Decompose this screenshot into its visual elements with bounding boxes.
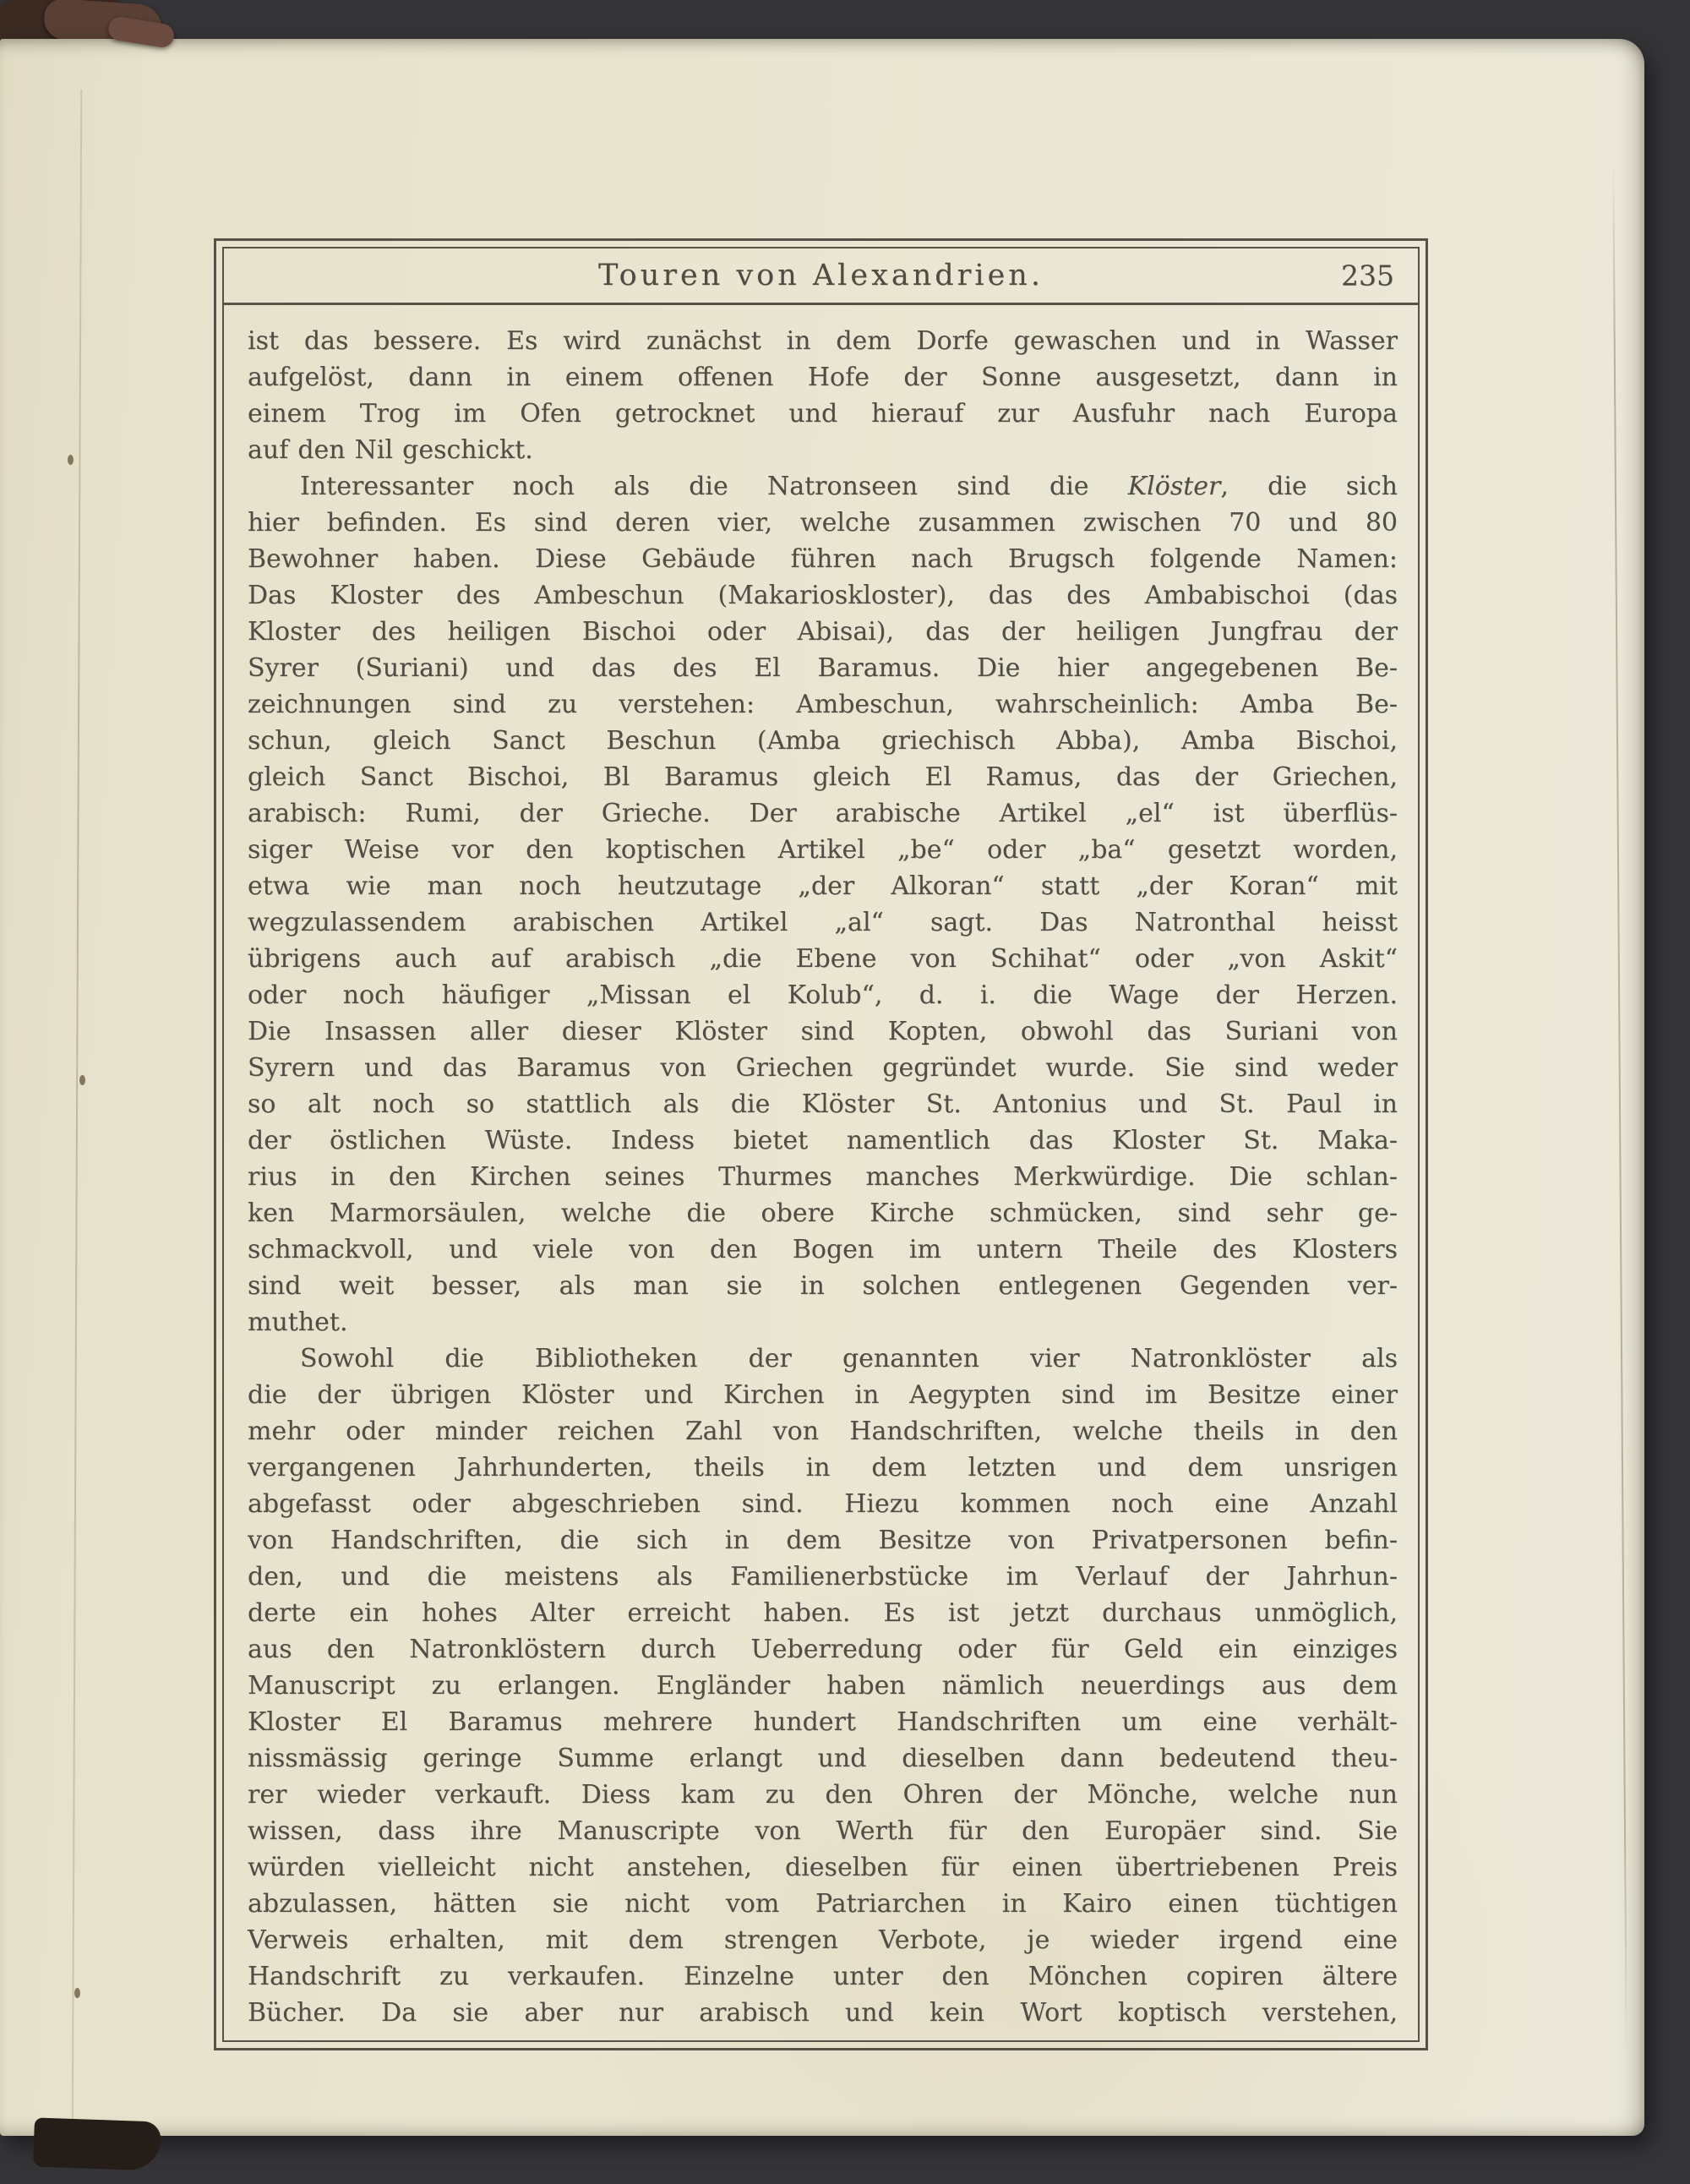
text-line: so alt noch so stattlich als die Klöster St. Antonius und St. Paul in <box>248 1089 1398 1119</box>
text-line: rius in den Kirchen seines Thurmes manches Merkwürdige. Die schlan- <box>248 1162 1398 1192</box>
text-line: muthet. <box>248 1308 348 1337</box>
text-line: arabisch: Rumi, der Grieche. Der arabische Artikel „el“ ist überflüs- <box>248 799 1398 828</box>
text-line: Syrer (Suriani) und das des El Baramus. Die hier angegebenen Be- <box>248 653 1398 683</box>
text-line: hier befinden. Es sind deren vier, welche zusammen zwischen 70 und 80 <box>248 508 1398 538</box>
text-line: ken Marmorsäulen, welche die obere Kirche schmücken, sind sehr ge- <box>248 1198 1398 1228</box>
text-line: der östlichen Wüste. Indess bietet namentlich das Kloster St. Maka- <box>248 1126 1398 1155</box>
book-page <box>0 39 1644 2136</box>
text-line: Handschrift zu verkaufen. Einzelne unter den Mönchen copiren ältere <box>248 1962 1398 1991</box>
running-header-title: Touren von Alexandrien. <box>598 259 1044 292</box>
gutter-crease <box>72 90 83 2143</box>
text-line: Sowohl die Bibliotheken der genannten vier Natronklöster als <box>300 1344 1398 1373</box>
text-frame <box>214 238 1428 2050</box>
stitch-hole <box>74 1988 80 1998</box>
text-line: Bücher. Da sie aber nur arabisch und kein Wort koptisch verstehen, <box>248 1998 1398 2028</box>
text-line: wegzulassendem arabischen Artikel „al“ sagt. Das Natronthal heisst <box>248 908 1398 937</box>
text-line: vergangenen Jahrhunderten, theils in dem letzten und dem unsrigen <box>248 1453 1398 1482</box>
stitch-hole <box>79 1075 85 1085</box>
text-line: ist das bessere. Es wird zunächst in dem Dorfe gewaschen und in Wasser <box>248 326 1398 356</box>
text-line: Manuscript zu erlangen. Engländer haben nämlich neuerdings aus dem <box>248 1671 1398 1701</box>
text-line: Syrern und das Baramus von Griechen gegründet wurde. Sie sind weder <box>248 1053 1398 1083</box>
text-line: Das Kloster des Ambeschun (Makarioskloster), das des Ambabischoi (das <box>248 581 1398 610</box>
page-body <box>224 305 1418 2040</box>
text-line: Interessanter noch als die Natronseen sind die Klöster, die sich <box>300 472 1398 501</box>
text-frame-inner <box>222 247 1420 2042</box>
text-line: wissen, dass ihre Manuscripte von Werth für den Europäer sind. Sie <box>248 1816 1398 1846</box>
text-line: sind weit besser, als man sie in solchen entlegenen Gegenden ver- <box>248 1271 1398 1301</box>
text-line: abzulassen, hätten sie nicht vom Patriarchen in Kairo einen tüchtigen <box>248 1889 1398 1919</box>
text-line: von Handschriften, die sich in dem Besitze von Privatpersonen befin- <box>248 1526 1398 1555</box>
running-header <box>224 248 1418 303</box>
text-line: den, und die meistens als Familienerbstücke im Verlauf der Jahrhun- <box>248 1562 1398 1592</box>
text-line: oder noch häufiger „Missan el Kolub“, d. i. die Wage der Herzen. <box>248 980 1398 1010</box>
text-line: schmackvoll, und viele von den Bogen im untern Theile des Klosters <box>248 1235 1398 1264</box>
text-line: etwa wie man noch heutzutage „der Alkoran“ statt „der Koran“ mit <box>248 871 1398 901</box>
text-line: schun, gleich Sanct Beschun (Amba griechisch Abba), Amba Bischoi, <box>248 726 1398 756</box>
text-line: die der übrigen Klöster und Kirchen in Aegypten sind im Besitze einer <box>248 1380 1398 1410</box>
binding-leather-fragment <box>33 2117 161 2170</box>
text-line: siger Weise vor den koptischen Artikel „be“ oder „ba“ gesetzt worden, <box>248 835 1398 865</box>
text-line: mehr oder minder reichen Zahl von Handschriften, welche theils in den <box>248 1417 1398 1446</box>
text-line: gleich Sanct Bischoi, Bl Baramus gleich El Ramus, das der Griechen, <box>248 762 1398 792</box>
text-line: auf den Nil geschickt. <box>248 435 533 465</box>
text-line: aus den Natronklöstern durch Ueberredung oder für Geld ein einziges <box>248 1635 1398 1664</box>
page-number: 235 <box>1341 259 1394 292</box>
stitch-hole <box>68 455 74 465</box>
page-fore-edge <box>1612 157 1627 2050</box>
text-line: derte ein hohes Alter erreicht haben. Es ist jetzt durchaus unmöglich, <box>248 1598 1398 1628</box>
text-line: übrigens auch auf arabisch „die Ebene von Schihat“ oder „von Askit“ <box>248 944 1398 974</box>
text-line: Kloster des heiligen Bischoi oder Abisai), das der heiligen Jungfrau der <box>248 617 1398 647</box>
text-line: würden vielleicht nicht anstehen, dieselben für einen übertriebenen Preis <box>248 1853 1398 1882</box>
text-line: rer wieder verkauft. Diess kam zu den Ohren der Mönche, welche nun <box>248 1780 1398 1810</box>
text-line: Verweis erhalten, mit dem strengen Verbote, je wieder irgend eine <box>248 1925 1398 1955</box>
text-line: Die Insassen aller dieser Klöster sind Kopten, obwohl das Suriani von <box>248 1017 1398 1046</box>
text-line: nissmässig geringe Summe erlangt und dieselben dann bedeutend theu- <box>248 1744 1398 1773</box>
text-line: abgefasst oder abgeschrieben sind. Hiezu kommen noch eine Anzahl <box>248 1489 1398 1519</box>
text-line: Kloster El Baramus mehrere hundert Handschriften um eine verhält- <box>248 1707 1398 1737</box>
text-line: zeichnungen sind zu verstehen: Ambeschun, wahrscheinlich: Amba Be- <box>248 690 1398 719</box>
text-line: aufgelöst, dann in einem offenen Hofe der Sonne ausgesetzt, dann in <box>248 363 1398 392</box>
text-line: einem Trog im Ofen getrocknet und hierauf zur Ausfuhr nach Europa <box>248 399 1398 429</box>
text-line: Bewohner haben. Diese Gebäude führen nach Brugsch folgende Namen: <box>248 544 1398 574</box>
